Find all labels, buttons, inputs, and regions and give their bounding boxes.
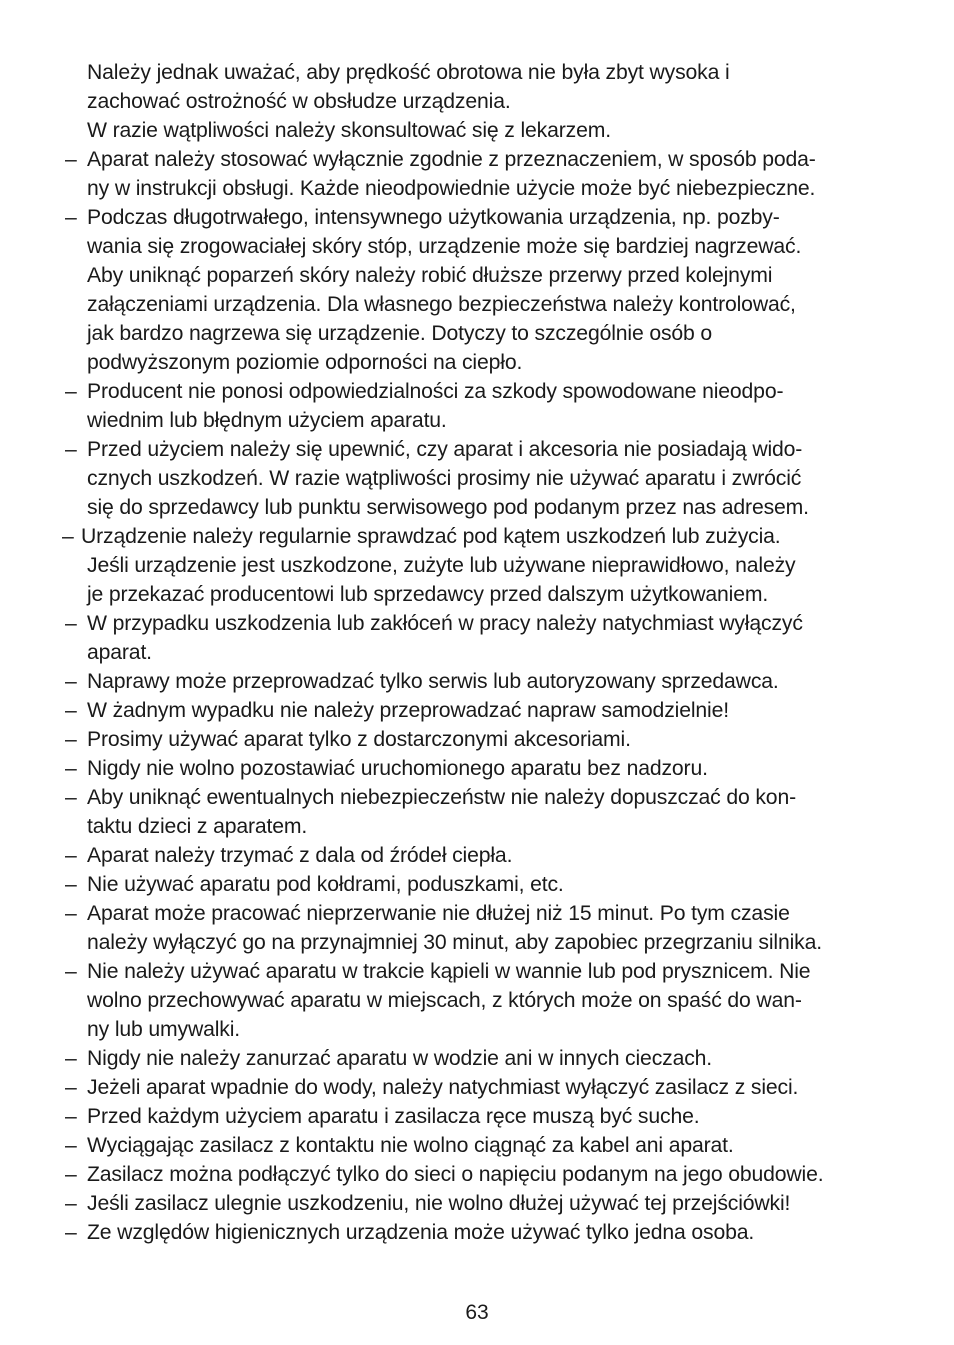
- list-item: [0, 435, 954, 464]
- line-text: Nie należy używać aparatu w trakcie kąpieli w wannie lub pod prysznicem. Nie: [87, 960, 811, 983]
- list-item: [0, 1218, 954, 1247]
- text-line: [0, 348, 954, 377]
- line-text: zachować ostrożność w obsłudze urządzenia.: [87, 90, 511, 113]
- text-line: [0, 493, 954, 522]
- list-dash: –: [65, 1105, 77, 1128]
- text-line: [0, 290, 954, 319]
- list-dash: –: [65, 670, 77, 693]
- line-text: Przed użyciem należy się upewnić, czy aparat i akcesoria nie posiadają wido-: [87, 438, 803, 461]
- list-item: [0, 783, 954, 812]
- text-line: [0, 319, 954, 348]
- line-text: je przekazać producentowi lub sprzedawcy przed dalszym użytkowaniem.: [87, 583, 769, 606]
- line-text: W przypadku uszkodzenia lub zakłóceń w pracy należy natychmiast wyłączyć: [87, 612, 803, 635]
- list-item: [0, 1102, 954, 1131]
- line-text: Podczas długotrwałego, intensywnego użytkowania urządzenia, np. pozby-: [87, 206, 780, 229]
- text-line: [0, 1015, 954, 1044]
- list-dash: –: [65, 1047, 77, 1070]
- list-item: [0, 609, 954, 638]
- text-line: [0, 551, 954, 580]
- list-item: [0, 1073, 954, 1102]
- list-dash: –: [65, 380, 77, 403]
- line-text: Aparat należy trzymać z dala od źródeł ciepła.: [87, 844, 513, 867]
- list-dash: –: [62, 525, 74, 548]
- text-line: [0, 261, 954, 290]
- line-text: Aby uniknąć ewentualnych niebezpieczeństw nie należy dopuszczać do kon-: [87, 786, 796, 809]
- line-text: Aparat może pracować nieprzerwanie nie dłużej niż 15 minut. Po tym czasie: [87, 902, 790, 925]
- line-text: Nie używać aparatu pod kołdrami, poduszkami, etc.: [87, 873, 564, 896]
- list-item: [0, 1044, 954, 1073]
- text-line: [0, 464, 954, 493]
- text-line: [0, 58, 954, 87]
- list-dash: –: [65, 438, 77, 461]
- line-text: wolno przechowywać aparatu w miejscach, z których może on spaść do wan-: [87, 989, 802, 1012]
- line-text: taktu dzieci z aparatem.: [87, 815, 308, 838]
- line-text: Urządzenie należy regularnie sprawdzać pod kątem uszkodzeń lub zużycia.: [81, 525, 781, 548]
- line-text: wiednim lub błędnym użyciem aparatu.: [87, 409, 447, 432]
- list-item: [0, 203, 954, 232]
- text-line: [0, 638, 954, 667]
- line-text: Nigdy nie wolno pozostawiać uruchomionego aparatu bez nadzoru.: [87, 757, 708, 780]
- line-text: W żadnym wypadku nie należy przeprowadzać napraw samodzielnie!: [87, 699, 729, 722]
- line-text: Wyciągając zasilacz z kontaktu nie wolno ciągnąć za kabel ani aparat.: [87, 1134, 734, 1157]
- line-text: Producent nie ponosi odpowiedzialności za szkody spowodowane nieodpo-: [87, 380, 784, 403]
- line-text: Aby uniknąć poparzeń skóry należy robić dłuższe przerwy przed kolejnymi: [87, 264, 773, 287]
- line-text: Prosimy używać aparat tylko z dostarczonymi akcesoriami.: [87, 728, 631, 751]
- text-line: [0, 116, 954, 145]
- line-text: cznych uszkodzeń. W razie wątpliwości prosimy nie używać aparatu i zwrócić: [87, 467, 802, 490]
- text-line: [0, 986, 954, 1015]
- text-line: [0, 87, 954, 116]
- list-item: [0, 1131, 954, 1160]
- list-item: [0, 957, 954, 986]
- line-text: się do sprzedawcy lub punktu serwisowego pod podanym przez nas adresem.: [87, 496, 809, 519]
- text-line: [0, 580, 954, 609]
- list-item: [0, 725, 954, 754]
- text-line: [0, 406, 954, 435]
- line-text: jak bardzo nagrzewa się urządzenie. Dotyczy to szczególnie osób o: [87, 322, 713, 345]
- line-text: Jeśli urządzenie jest uszkodzone, zużyte lub używane nieprawidłowo, należy: [87, 554, 796, 577]
- line-text: Naprawy może przeprowadzać tylko serwis lub autoryzowany sprzedawca.: [87, 670, 779, 693]
- line-text: Nigdy nie należy zanurzać aparatu w wodzie ani w innych cieczach.: [87, 1047, 713, 1070]
- list-item: [0, 522, 954, 551]
- page-number: 63: [465, 1301, 489, 1324]
- list-item: [0, 870, 954, 899]
- instruction-text-block: [0, 58, 954, 1247]
- line-text: Należy jednak uważać, aby prędkość obrotowa nie była zbyt wysoka i: [87, 61, 730, 84]
- line-text: aparat.: [87, 641, 152, 664]
- list-item: [0, 667, 954, 696]
- list-item: [0, 377, 954, 406]
- line-text: Jeżeli aparat wpadnie do wody, należy natychmiast wyłączyć zasilacz z sieci.: [87, 1076, 799, 1099]
- line-text: Jeśli zasilacz ulegnie uszkodzeniu, nie wolno dłużej używać tej przejściówki!: [87, 1192, 791, 1215]
- list-dash: –: [65, 786, 77, 809]
- list-dash: –: [65, 206, 77, 229]
- list-dash: –: [65, 960, 77, 983]
- list-dash: –: [65, 728, 77, 751]
- list-item: [0, 841, 954, 870]
- list-dash: –: [65, 1134, 77, 1157]
- list-dash: –: [65, 902, 77, 925]
- line-text: Ze względów higienicznych urządzenia może używać tylko jedna osoba.: [87, 1221, 755, 1244]
- line-text: ny w instrukcji obsługi. Każde nieodpowiednie użycie może być niebezpieczne.: [87, 177, 816, 200]
- list-dash: –: [65, 873, 77, 896]
- text-line: [0, 174, 954, 203]
- list-dash: –: [65, 1163, 77, 1186]
- line-text: Przed każdym użyciem aparatu i zasilacza ręce muszą być suche.: [87, 1105, 700, 1128]
- list-dash: –: [65, 844, 77, 867]
- list-dash: –: [65, 1221, 77, 1244]
- line-text: ny lub umywalki.: [87, 1018, 241, 1041]
- list-item: [0, 899, 954, 928]
- list-dash: –: [65, 1192, 77, 1215]
- list-dash: –: [65, 612, 77, 635]
- list-item: [0, 145, 954, 174]
- text-line: [0, 232, 954, 261]
- list-dash: –: [65, 699, 77, 722]
- line-text: Aparat należy stosować wyłącznie zgodnie z przeznaczeniem, w sposób poda-: [87, 148, 816, 171]
- text-line: [0, 928, 954, 957]
- list-dash: –: [65, 757, 77, 780]
- list-item: [0, 696, 954, 725]
- line-text: należy wyłączyć go na przynajmniej 30 minut, aby zapobiec przegrzaniu silnika.: [87, 931, 822, 954]
- list-dash: –: [65, 148, 77, 171]
- line-text: Zasilacz można podłączyć tylko do sieci o napięciu podanym na jego obudowie.: [87, 1163, 824, 1186]
- list-dash: –: [65, 1076, 77, 1099]
- line-text: wania się zrogowaciałej skóry stóp, urządzenie może się bardziej nagrzewać.: [87, 235, 802, 258]
- list-item: [0, 1160, 954, 1189]
- text-line: [0, 812, 954, 841]
- line-text: załączeniami urządzenia. Dla własnego bezpieczeństwa należy kontrolować,: [87, 293, 796, 316]
- line-text: podwyższonym poziomie odporności na ciepło.: [87, 351, 523, 374]
- list-item: [0, 754, 954, 783]
- line-text: W razie wątpliwości należy skonsultować się z lekarzem.: [87, 119, 611, 142]
- list-item: [0, 1189, 954, 1218]
